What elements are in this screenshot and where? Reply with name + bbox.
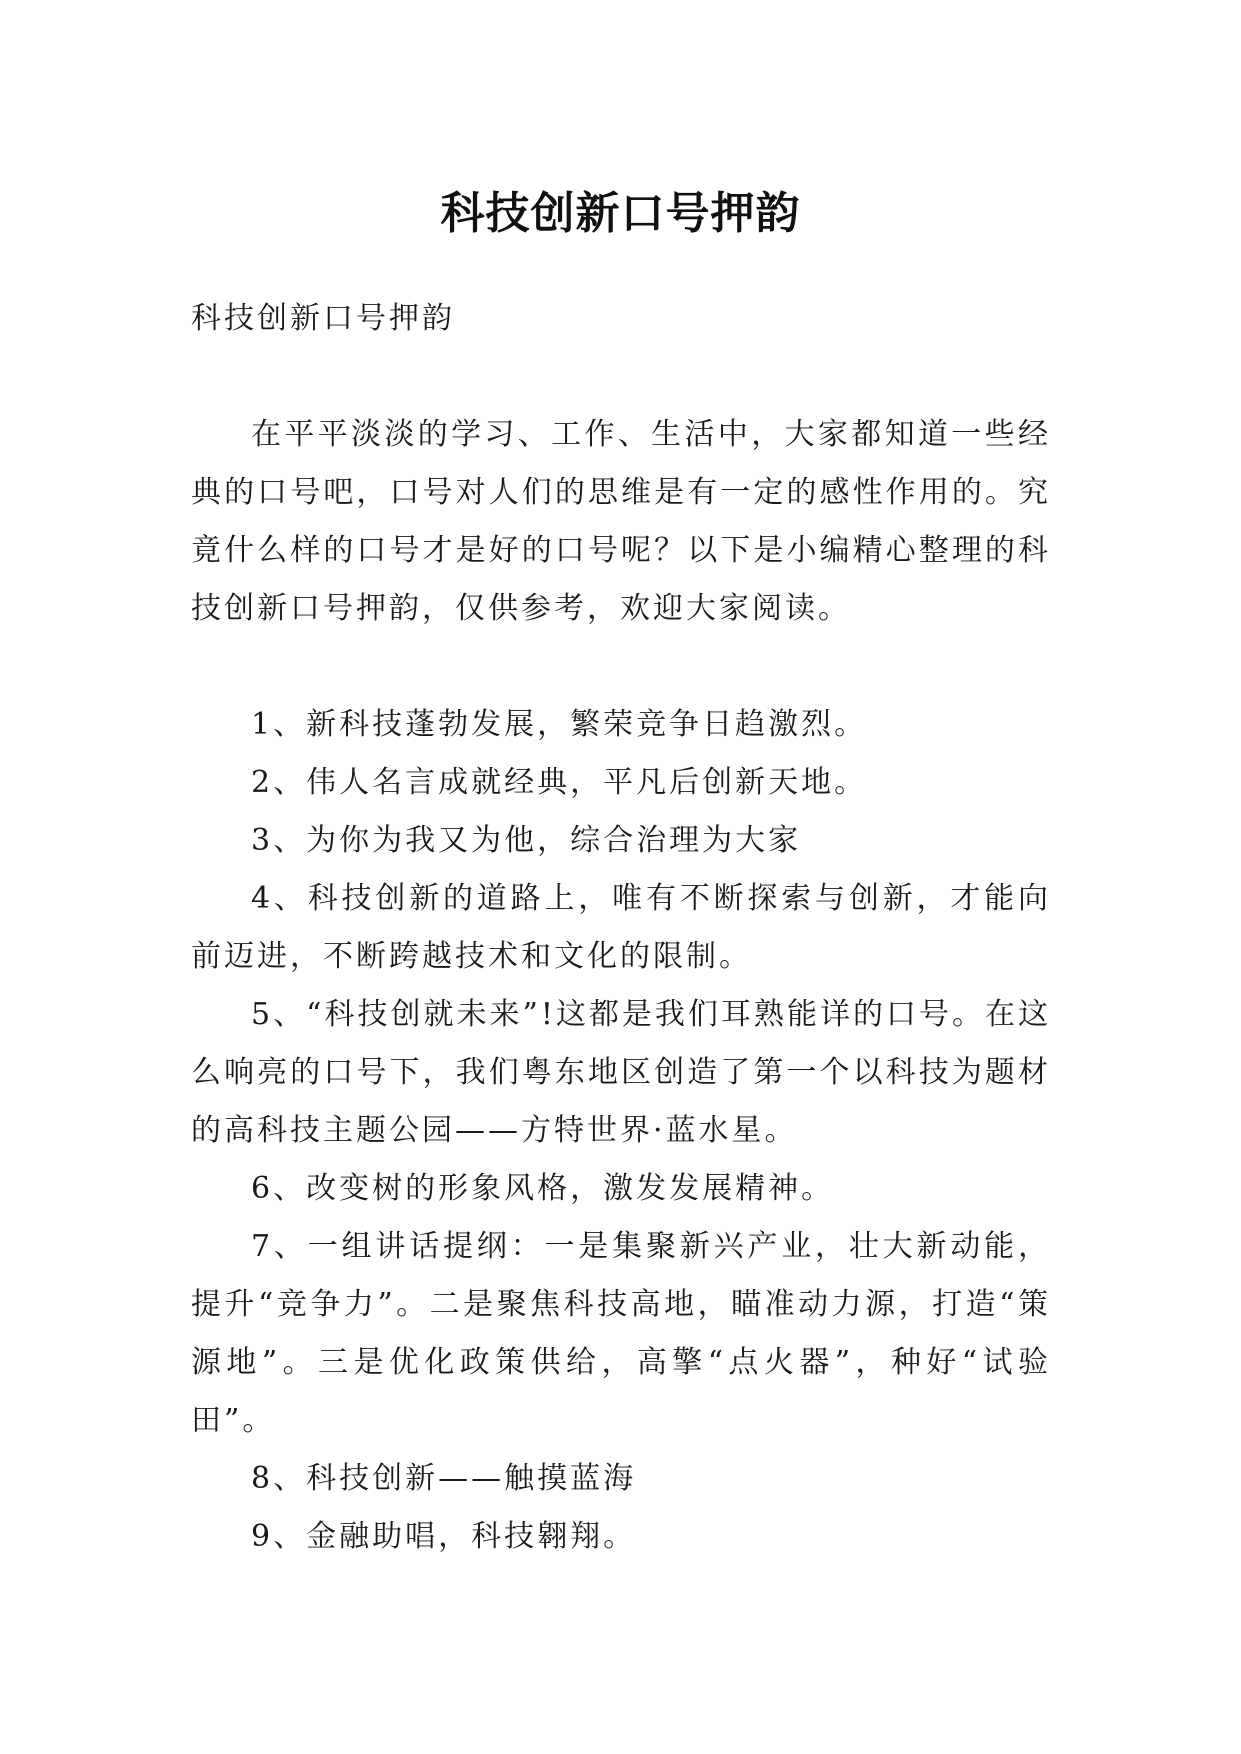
slogan-list (191, 696, 1051, 1566)
slogan-item-9: 9、金融助唱，科技翱翔。 (251, 1519, 637, 1554)
slogan-item-2: 2、伟人名言成就经典，平凡后创新天地。 (251, 765, 868, 800)
slogan-item-6: 6、改变树的形象风格，激发发展精神。 (251, 1171, 835, 1206)
slogan-item-7: 7、一组讲话提纲：一是集聚新兴产业，壮大新动能，提升“竞争力”。二是聚焦科技高地，瞄准动力源，打造“策源地”。三是优化政策供给，高擎“点火器”，种好“试验田”。 (191, 1229, 1051, 1438)
document-body (191, 290, 1051, 1566)
slogan-item-3: 3、为你为我又为他，综合治理为大家 (251, 823, 802, 858)
document-subtitle: 科技创新口号押韵 (191, 301, 455, 336)
document-title: 科技创新口号押韵 (440, 188, 801, 240)
slogan-item-8: 8、科技创新——触摸蓝海 (251, 1461, 637, 1496)
slogan-item-1: 1、新科技蓬勃发展，繁荣竞争日趋激烈。 (251, 707, 868, 742)
slogan-item-4: 4、科技创新的道路上，唯有不断探索与创新，才能向前迈进，不断跨越技术和文化的限制。 (191, 881, 1051, 974)
intro-paragraph: 在平平淡淡的学习、工作、生活中，大家都知道一些经典的口号吧，口号对人们的思维是有一定的感性作用的。究竟什么样的口号才是好的口号呢？以下是小编精心整理的科技创新口号押韵，仅供参考，欢迎大家阅读。 (191, 417, 1051, 626)
slogan-item-5: 5、“科技创就未来”!这都是我们耳熟能详的口号。在这么响亮的口号下，我们粤东地区创造了第一个以科技为题材的高科技主题公园——方特世界·蓝水星。 (191, 997, 1051, 1148)
